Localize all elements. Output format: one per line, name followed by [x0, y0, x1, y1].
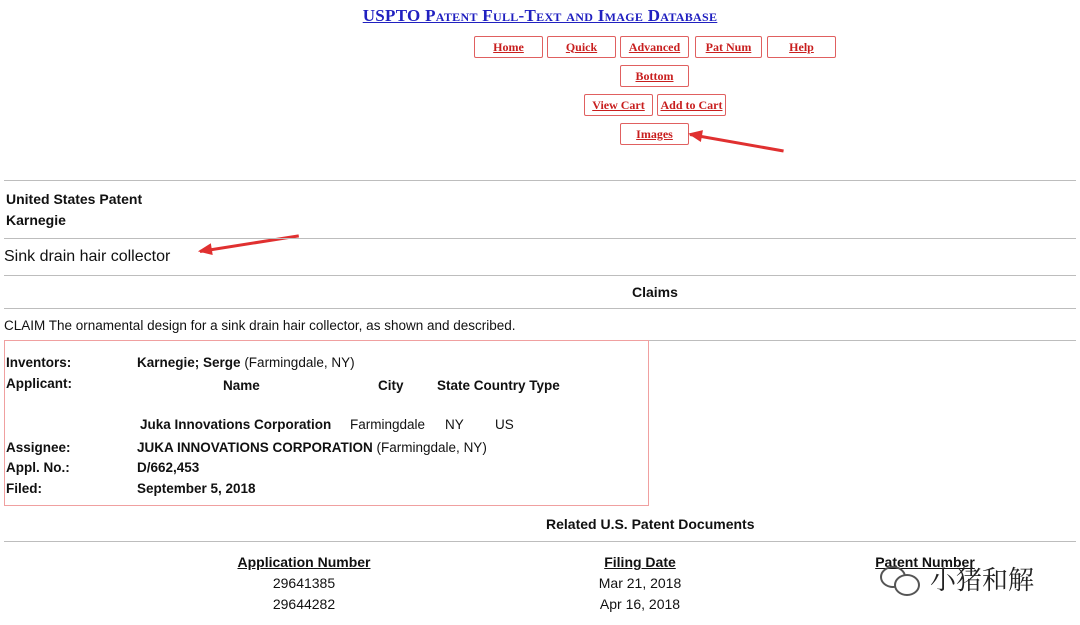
database-title[interactable]: USPTO Patent Full-Text and Image Database	[362, 6, 718, 25]
applicant-city: Farmingdale	[350, 417, 426, 432]
assignee-label: Assignee:	[6, 440, 71, 455]
inventors-name: Karnegie; Serge	[137, 355, 241, 370]
related-docs-heading: Related U.S. Patent Documents	[546, 516, 755, 532]
applicant-label: Applicant:	[6, 376, 72, 391]
divider	[4, 180, 1076, 181]
application-number-cell: 29644282	[272, 596, 336, 612]
applicant-header-state-country-type: State Country Type	[437, 378, 560, 393]
divider	[4, 308, 1076, 309]
claims-heading: Claims	[632, 284, 678, 300]
wechat-icon	[878, 562, 922, 596]
images-button[interactable]: Images	[620, 123, 689, 145]
filed-value: September 5, 2018	[137, 481, 256, 496]
filing-date-header: Filing Date	[604, 554, 676, 570]
filing-date-column	[570, 554, 710, 615]
view-cart-button[interactable]: View Cart	[584, 94, 653, 116]
claim-text: CLAIM The ornamental design for a sink drain hair collector, as shown and described.	[4, 318, 516, 333]
divider	[4, 541, 1076, 542]
pat-num-button[interactable]: Pat Num	[695, 36, 762, 58]
appl-no-label: Appl. No.:	[6, 460, 70, 475]
applicant-header-city: City	[378, 378, 404, 393]
filing-date-cell: Apr 16, 2018	[599, 596, 681, 612]
home-button[interactable]: Home	[474, 36, 543, 58]
inventors-label: Inventors:	[6, 355, 72, 370]
watermark-text: 小猪和解	[930, 565, 1035, 595]
patent-type: United States Patent	[6, 191, 143, 207]
patent-inventor-short: Karnegie	[6, 212, 66, 228]
watermark	[878, 560, 1034, 597]
filing-date-cell: Mar 21, 2018	[598, 575, 682, 591]
add-to-cart-button[interactable]: Add to Cart	[657, 94, 726, 116]
quick-button[interactable]: Quick	[547, 36, 616, 58]
application-number-header: Application Number	[237, 554, 371, 570]
filed-label: Filed:	[6, 481, 42, 496]
patent-number-header: Patent Number	[875, 554, 975, 570]
applicant-country: US	[495, 417, 514, 432]
application-number-column	[214, 554, 394, 615]
applicant-name: Juka Innovations Corporation	[140, 417, 332, 432]
applicant-state: NY	[445, 417, 464, 432]
appl-no-value: D/662,453	[137, 460, 200, 475]
assignee-location: (Farmingdale, NY)	[376, 440, 487, 455]
inventors-value	[137, 355, 355, 370]
application-number-cell: 29641385	[272, 575, 336, 591]
assignee-name: JUKA INNOVATIONS CORPORATION	[137, 440, 373, 455]
applicant-header-name: Name	[223, 378, 260, 393]
bottom-button[interactable]: Bottom	[620, 65, 689, 87]
divider	[4, 275, 1076, 276]
patent-title: Sink drain hair collector	[4, 248, 171, 265]
divider	[4, 238, 1076, 239]
advanced-button[interactable]: Advanced	[620, 36, 689, 58]
help-button[interactable]: Help	[767, 36, 836, 58]
assignee-value	[137, 440, 487, 455]
inventors-location: (Farmingdale, NY)	[244, 355, 355, 370]
annotation-arrow-images	[690, 133, 784, 152]
